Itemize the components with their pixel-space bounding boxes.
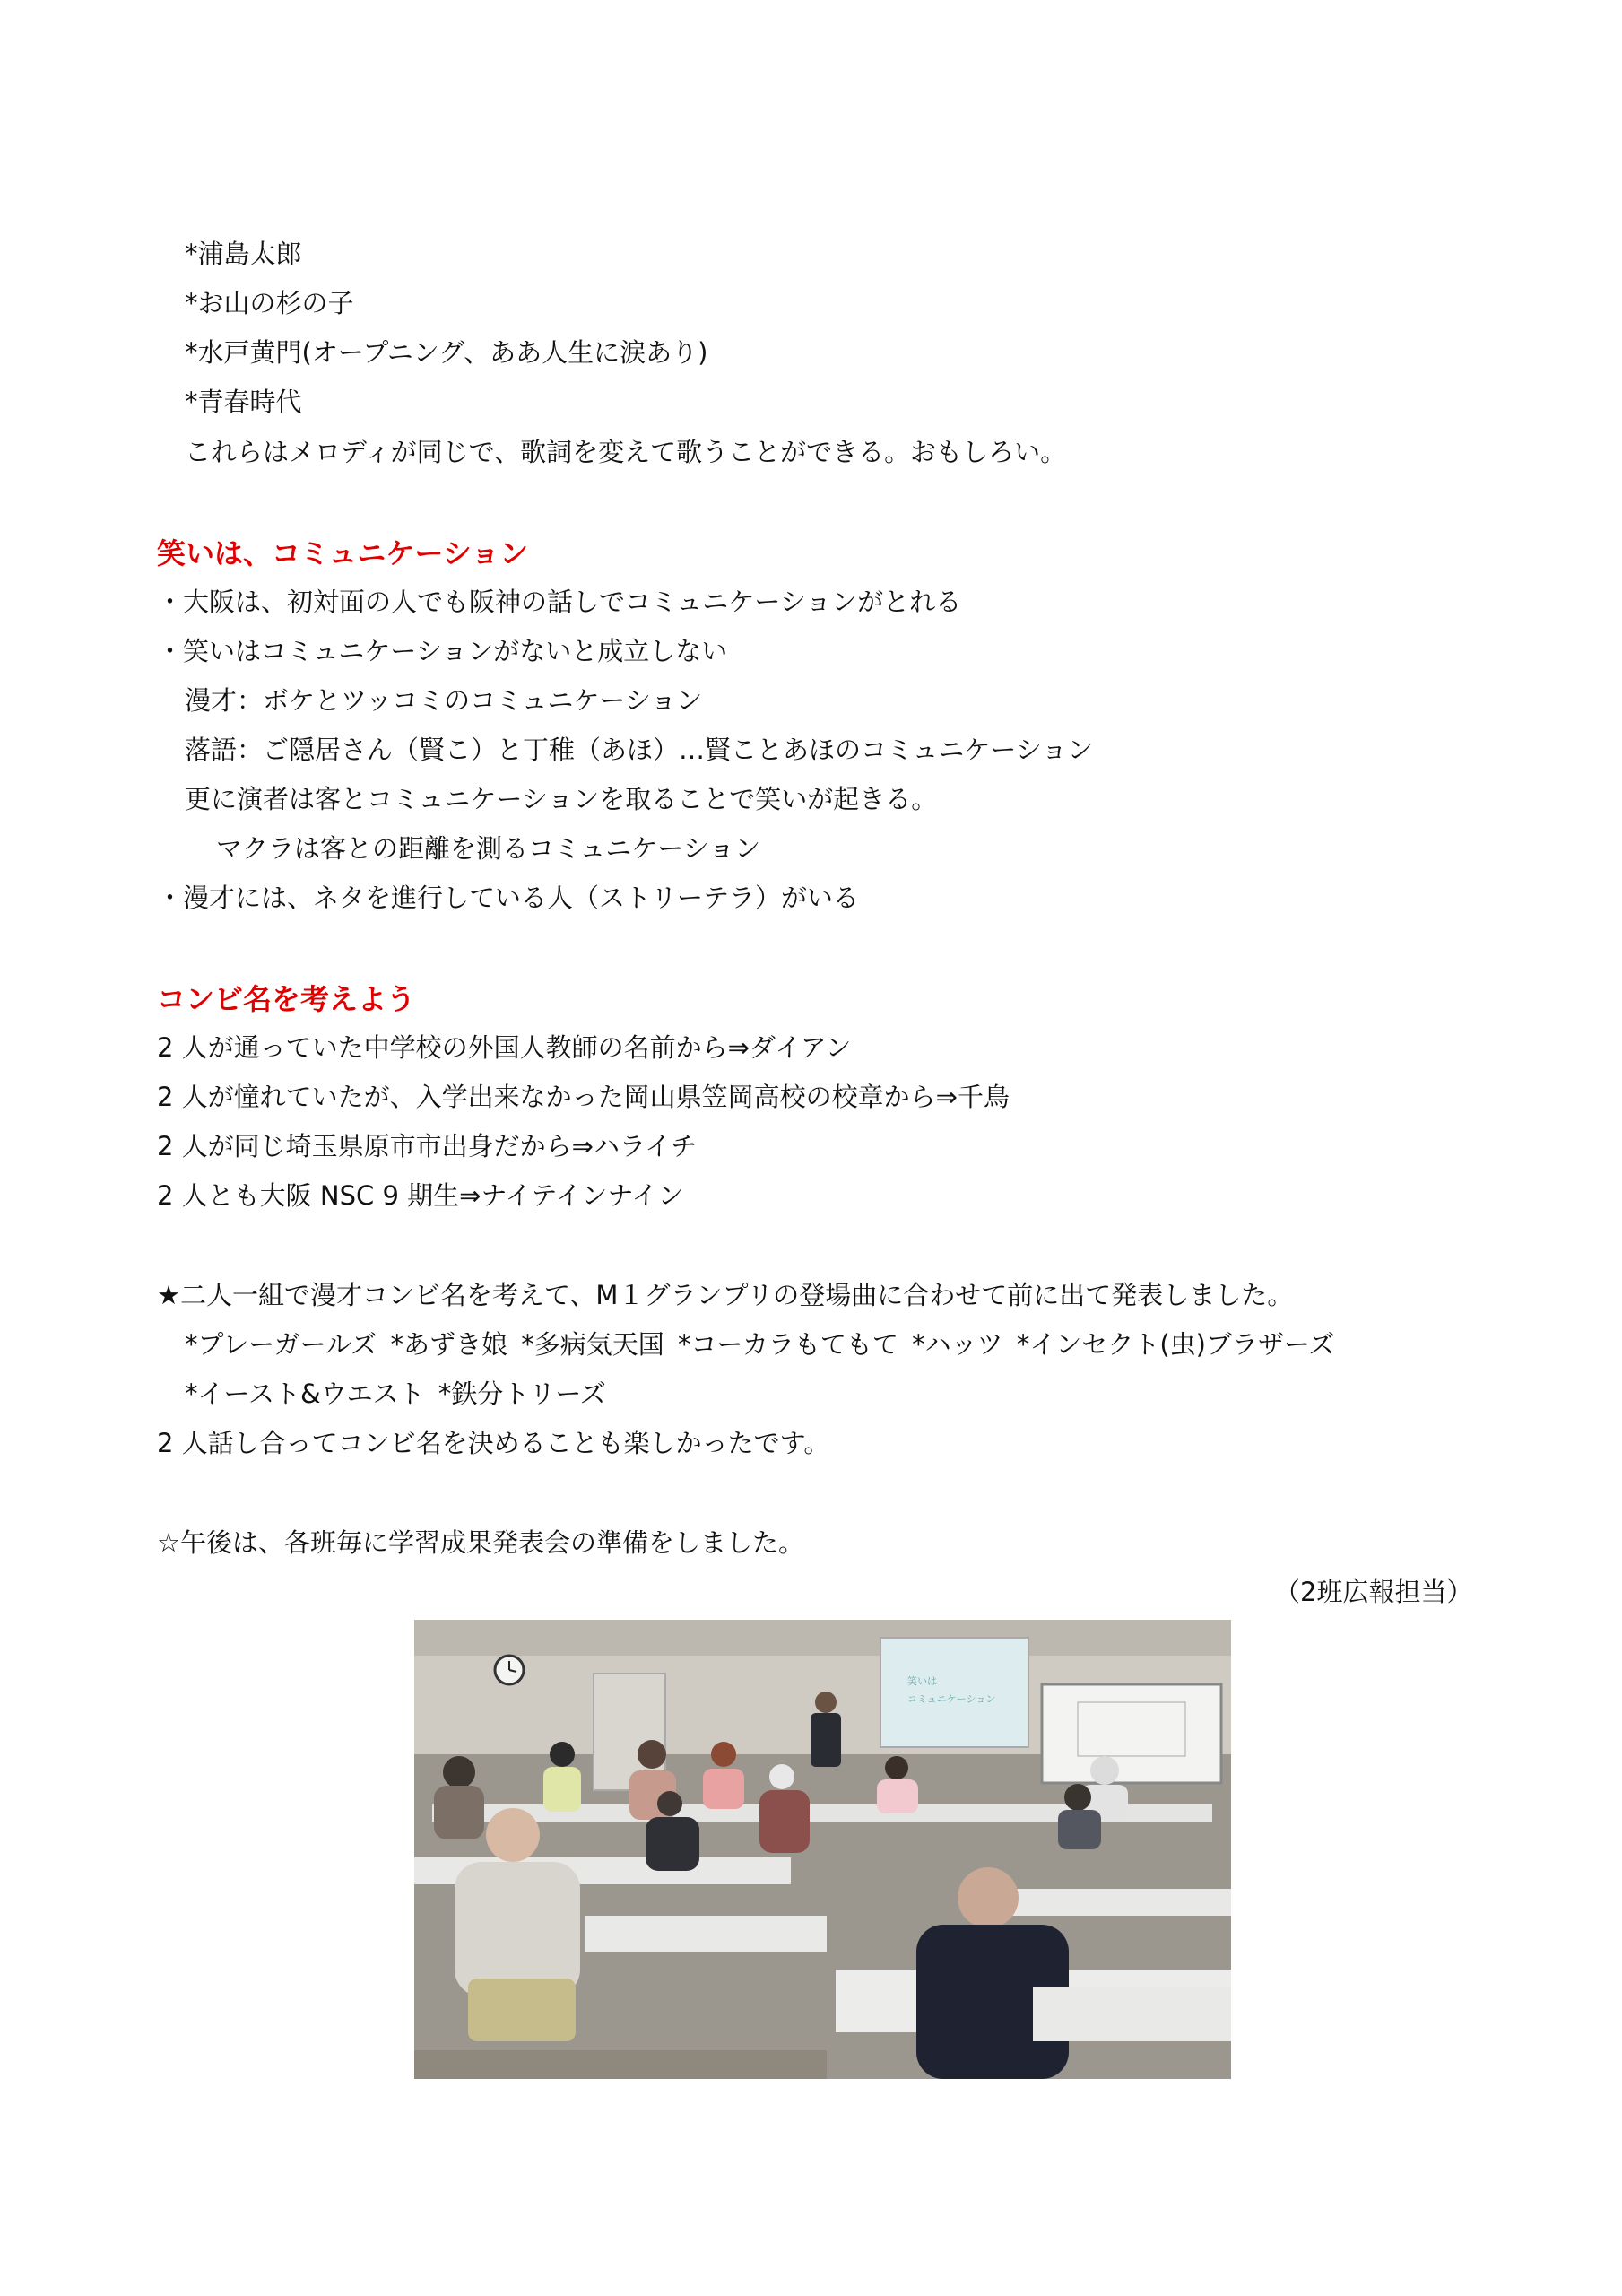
classroom-photo bbox=[414, 1620, 1231, 2079]
presenter bbox=[811, 1713, 841, 1767]
song-note: これらはメロディが同じで、歌詞を変えて歌うことができる。おもしろい。 bbox=[185, 437, 1067, 467]
classroom-photo-illustration bbox=[414, 1620, 1231, 2079]
combi-line-4: 2 人とも大阪 NSC 9 期生⇒ナイテインナイン bbox=[157, 1180, 684, 1211]
song-item-4: *青春時代 bbox=[185, 387, 302, 417]
combi-line-2: 2 人が憧れていたが、入学出来なかった岡山県笠岡高校の校章から⇒千鳥 bbox=[157, 1082, 1010, 1112]
section-heading-laugh: 笑いは、コミュニケーション bbox=[157, 536, 529, 570]
laugh-line-6: マクラは客との距離を測るコミュニケーション bbox=[216, 833, 761, 864]
song-item-2: *お山の杉の子 bbox=[185, 288, 354, 318]
combi-line-1: 2 人が通っていた中学校の外国人教師の名前から⇒ダイアン bbox=[157, 1032, 852, 1063]
song-item-1: *浦島太郎 bbox=[185, 239, 302, 269]
screen-text-1: 笑いは bbox=[907, 1675, 937, 1687]
song-item-3: *水戸黄門(オープニング、ああ人生に涙あり) bbox=[185, 337, 708, 368]
combi-line-3: 2 人が同じ埼玉県原市市出身だから⇒ハライチ bbox=[157, 1131, 698, 1161]
whiteboard bbox=[1042, 1684, 1221, 1783]
afternoon-note: ☆午後は、各班毎に学習成果発表会の準備をしました。 bbox=[157, 1527, 804, 1558]
screen-text-2: コミュニケーション bbox=[907, 1693, 996, 1705]
section-heading-combi: コンビ名を考えよう bbox=[157, 982, 416, 1016]
laugh-line-2: ・笑いはコミュニケーションがないと成立しない bbox=[157, 636, 728, 666]
credit-line: （2班広報担当） bbox=[1274, 1577, 1473, 1607]
activity-intro: ★二人一組で漫才コンビ名を考えて、M１グランプリの登場曲に合わせて前に出て発表しました。 bbox=[157, 1280, 1294, 1310]
laugh-line-5: 更に演者は客とコミュニケーションを取ることで笑いが起きる。 bbox=[185, 784, 938, 814]
activity-outro: 2 人話し合ってコンビ名を決めることも楽しかったです。 bbox=[157, 1428, 830, 1458]
projector-screen bbox=[880, 1638, 1028, 1747]
laugh-line-7: ・漫才には、ネタを進行している人（ストリーテラ）がいる bbox=[157, 883, 860, 913]
laugh-line-4: 落語：ご隠居さん（賢こ）と丁稚（あほ）…賢ことあほのコミュニケーション bbox=[185, 735, 1094, 765]
activity-names-line-2: *イースト&ウエスト *鉄分トリーズ bbox=[185, 1378, 606, 1409]
activity-names-line-1: *プレーガールズ *あずき娘 *多病気天国 *コーカラもてもて *ハッツ *インセクト(虫)ブラザーズ bbox=[185, 1329, 1335, 1360]
laugh-line-3: 漫才：ボケとツッコミのコミュニケーション bbox=[185, 685, 703, 716]
laugh-line-1: ・大阪は、初対面の人でも阪神の話しでコミュニケーションがとれる bbox=[157, 587, 962, 617]
